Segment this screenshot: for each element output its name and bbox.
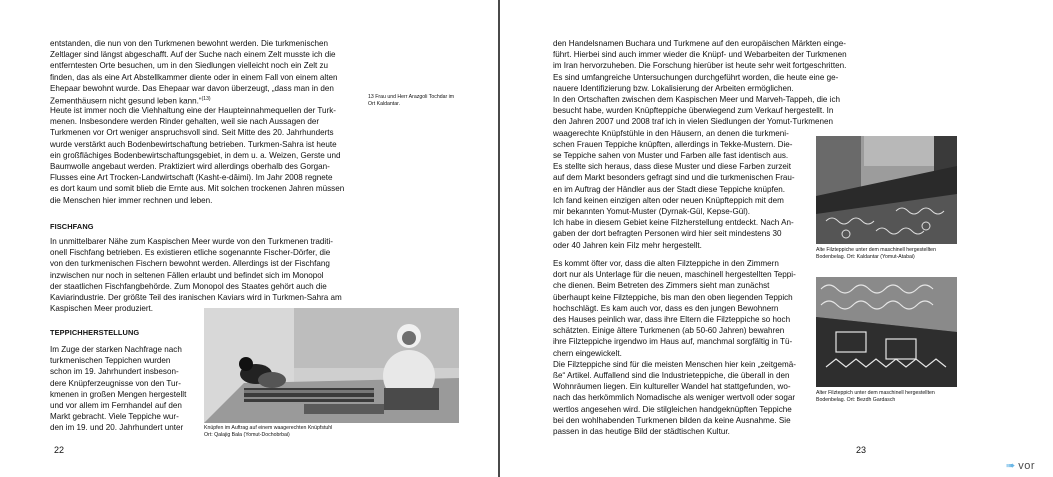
fishing-paragraph: In unmittelbarer Nähe zum Kaspischen Meer wurde von den Turkmenen traditi- onell Fischfang betrieben. Es existieren etliche sogenannte Fischer-Dörfer, die von den turkmenischen Fischern bewohnt werden. Allerdings ist der Fischfang inzwischen nur noch in seltenen Fällen erlaubt und befindet sich im Monopol der staatlichen Fischfangbehörde. Zum Monopol des Staates gehört auch die Kaviarindustrie. Der größte Teil des iranischen Kaviars wird in Turkmen-Sahra am Kaspischen Meer produziert. (50, 237, 342, 314)
right-paragraph-1: den Handelsnamen Buchara und Turkmene auf den europäischen Märkten einge- führt. Hierbei sind auch immer wieder die Knüpf- und Webarbeiten der Turkmenen im Iran hervorzuheben. Die Forschung hierüber ist heute sehr weit fortgeschritten. Es sind umfangreiche Untersuchungen durchgeführt worden, die heute eine ge- nauere Identifizierung bzw. Lokalisierung der Arbeiten ermöglichen. In den Ortschaften zwischen dem Kaspischen Meer und Marveh-Tappeh, die ich besucht habe, wurden Knüpfteppiche überwiegend zum Verkauf hergestellt. In den Jahren 2007 und 2008 traf ich in vielen Siedlungen der Yomut-Turkmenen waagerechte Knüpfstühle in den Häusern, an denen die turkmeni- schen Frauen Teppiche knüpften, allerdings in Tekke-Mustern. Die- se Teppiche sahen von Muster und Farben alle fast identisch aus. Es stellte sich heraus, dass diese Muster und diese Farben zurzeit auf dem Markt besonders gefragt sind und die turkmenischen Frau- en im Auftrag der Händler aus der Stadt diese Teppiche knüpfen. Ich fand keinen einzigen alten oder neuen Knüpfteppich mit dem mir bekannten Yomut-Muster (Dyrnak-Gül, Kepse-Gül). Ich habe in diesem Gebiet keine Filzherstellung entdeckt. Nach An- gaben der dort befragten Personen wird hier seit mindestens 30 oder 40 Jahren kein Filz mehr hergestellt. (553, 39, 847, 250)
carpet-heading: TEPPICHHERSTELLUNG (50, 328, 140, 337)
knotting-photo-image (204, 308, 459, 423)
felt-carpet-photo-top (816, 136, 957, 244)
footnote-mark: (13) (201, 96, 211, 103)
page-number-right: 23 (856, 445, 867, 455)
left-page (0, 0, 498, 477)
knotting-photo-caption: Knüpfen im Auftrag auf einem waagerechten Knüpfstuhl Ort: Qalajig Bala (Yomut-Dochobrbai) (204, 425, 333, 438)
next-page-label: vor (1018, 459, 1035, 472)
livestock-paragraph: Heute ist immer noch die Viehhaltung eine der Haupteinnahmequellen der Turk- menen. Insbesondere werden Rinder gehalten, weil sie nach Aussagen der Turkmenen vor Ort weniger anspruchsvoll sind. Seit Mitte des 20. Jahrhunderts wurde verstärkt auch Bodenbewirtschaftung betrieben. Turkmen-Sahra ist heute ein großflächiges Bodenbewirtschaftungsgebiet, in dem u. a. Weizen, Gerste und Baumwolle angebaut werden. Praktiziert wird allerdings oberhalb des Gorgan- Flusses eine Art Trocken-Landwirtschaft (Kasht-e-dâimi). Im Jahr 2008 regnete es dort kaum und somit blieb die Ernte aus. Mit solchen trockenen Jahren müssen die Menschen hier immer rechnen und leben. (50, 106, 345, 205)
intro-paragraph-text: entstanden, die nun von den Turkmenen bewohnt werden. Die turkmenischen Zeltlager sind längst abgeschafft. Auf der Suche nach einem Zelt musste ich die entferntesten Orte besuchen, um in den Siedlungen vielleicht noch ein Zelt zu finden, das als eine Art Abstellkammer diente oder in einem Fall von einem alten Ehepaar bewohnt wurde. Das Ehepaar war davon überzeugt, „dass man in den Zementhäusern nicht gesund leben kann.“ (50, 39, 338, 106)
double-arrow-right-icon: ➠ (1006, 460, 1016, 472)
felt-carpet-photo-bottom-caption: Alter Filzteppich unter dem maschinell hergestellten Bodenbelag. Ort: Bezdh Gardasch (816, 390, 935, 403)
next-page-button[interactable] (1006, 459, 1035, 472)
felt-carpet-photo-top-caption: Alte Filzteppiche unter dem maschinell hergestellten Bodenbelag. Ort: Kaldantar (Yomut-Atabai) (816, 247, 936, 260)
felt-carpet-photo-bottom-image (816, 277, 957, 387)
right-paragraph-2: Es kommt öfter vor, dass die alten Filzteppiche in den Zimmern dort nur als Unterlage für die neuen, maschinell hergestellten Teppi- che dienen. Beim Betreten des Zimmers sieht man zunächst überhaupt keine Filzteppiche, bis man den oben liegenden Teppich hochschlägt. Es kam auch vor, dass es den jungen Bewohnern des Hauses peinlich war, dass ihre Eltern die Filzteppiche so hoch schätzten. Einige ältere Turkmenen (ab 50-60 Jahren) bewahren ihre Filzteppiche irgendwo im Haus auf, manchmal sorgfältig in Tü- chern eingewickelt. Die Filzteppiche sind für die meisten Menschen hier kein „zeitgemä- ße“ Artikel. Auffallend sind die Industrieteppiche, die überall in den Wohnräumen liegen. Ein kultureller Wandel hat stattgefunden, wo- nach das herkömmlich Nomadische als weniger wertvoll oder sogar wertlos angesehen wird. Die stilgleichen handgeknüpften Teppiche bei den wohlhabenden Turkmenen bilden da keine Ausnahme. Sie passen in das heutige Bild der städtischen Kultur. (553, 259, 796, 437)
margin-note: 13 Frau und Herr Arazgoli Tochdar im Ort Kaldantar. (368, 94, 455, 107)
right-page (500, 0, 1053, 477)
page-number-left: 22 (54, 445, 65, 455)
carpet-paragraph: Im Zuge der starken Nachfrage nach turkmenischen Teppichen wurden schon im 19. Jahrhundert insbeson- dere Knüpferzeugnisse von den Tur- kmenen in großen Mengen hergestellt und vor allem im Fernhandel auf den Markt gebracht. Viele Teppiche wur- den im 19. und 20. Jahrhundert unter (50, 345, 187, 433)
knotting-photo (204, 308, 459, 423)
felt-carpet-photo-bottom (816, 277, 957, 387)
intro-paragraph (50, 38, 358, 107)
felt-carpet-photo-top-image (816, 136, 957, 244)
fishing-heading: FISCHFANG (50, 222, 94, 231)
